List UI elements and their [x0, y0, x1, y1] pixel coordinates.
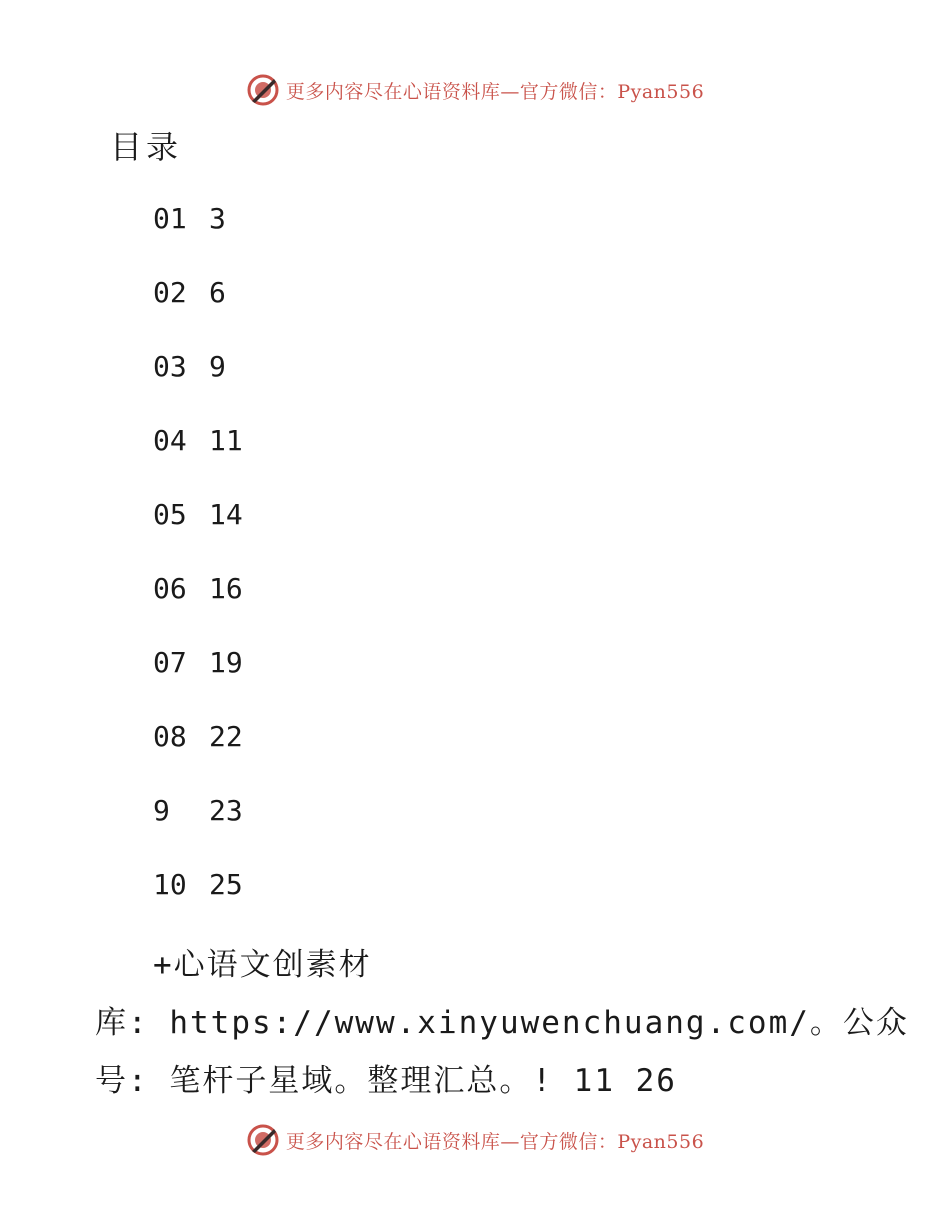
footer-paragraph	[95, 936, 909, 1110]
toc-entry-page: 9	[209, 350, 226, 383]
toc-entry	[153, 713, 243, 787]
toc-entry	[153, 861, 243, 935]
toc-entry-page: 25	[209, 868, 243, 901]
footer-banner	[0, 1120, 950, 1160]
pen-circle-logo-icon	[246, 1123, 280, 1157]
pen-circle-logo-icon	[246, 73, 280, 107]
toc-entry-page: 14	[209, 498, 243, 531]
footer-line-3: 号: 笔杆子星域。整理汇总。! 11 26	[95, 1063, 677, 1099]
toc-entry-page: 16	[209, 572, 243, 605]
toc-entry-page: 3	[209, 202, 226, 235]
toc-entry	[153, 639, 243, 713]
banner-text: 更多内容尽在心语资料库—官方微信：Pyan556	[285, 1130, 705, 1153]
toc-entry	[153, 417, 243, 491]
toc-entry-number: 07	[153, 646, 187, 679]
toc-entry-number: 10	[153, 868, 187, 901]
toc-entry-number: 08	[153, 720, 187, 753]
banner-text: 更多内容尽在心语资料库—官方微信：Pyan556	[285, 80, 705, 103]
table-of-contents	[153, 195, 243, 935]
toc-entry-number: 9	[153, 794, 170, 827]
toc-entry	[153, 269, 243, 343]
toc-entry	[153, 565, 243, 639]
toc-entry-number: 01	[153, 202, 187, 235]
toc-entry-number: 03	[153, 350, 187, 383]
footer-line-1: +心语文创素材	[153, 947, 372, 983]
header-banner	[0, 70, 950, 110]
toc-entry-page: 6	[209, 276, 226, 309]
toc-entry-page: 22	[209, 720, 243, 753]
toc-entry	[153, 343, 243, 417]
toc-entry-page: 23	[209, 794, 243, 827]
toc-entry	[153, 195, 243, 269]
toc-entry-number: 04	[153, 424, 187, 457]
toc-entry-number: 06	[153, 572, 187, 605]
toc-entry-page: 11	[209, 424, 243, 457]
toc-entry	[153, 787, 243, 861]
toc-entry-page: 19	[209, 646, 243, 679]
toc-entry	[153, 491, 243, 565]
toc-entry-number: 05	[153, 498, 187, 531]
footer-line-2: 库: https://www.xinyuwenchuang.com/。公众	[95, 1005, 909, 1041]
page-title: 目录	[110, 128, 183, 166]
toc-entry-number: 02	[153, 276, 187, 309]
